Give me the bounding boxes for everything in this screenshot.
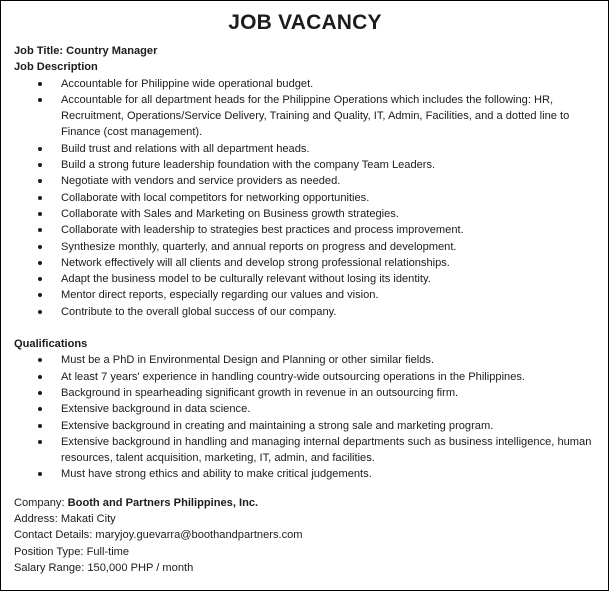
qualification-item: Extensive background in data science.	[14, 401, 596, 417]
job-title: Job Title: Country Manager	[14, 45, 158, 57]
company-line	[14, 495, 596, 511]
job-description-item: Contribute to the overall global success of our company.	[14, 304, 596, 320]
job-description-item: Accountable for Philippine wide operational budget.	[14, 76, 596, 92]
job-description-item: Accountable for all department heads for the Philippine Operations which includes the following: HR, Recruitment, Operations/Service Delivery, Training and Quality, IT, Admin, Facilities, and a dotted line to Finance (cost management).	[14, 92, 596, 141]
job-description-list	[14, 76, 596, 320]
job-description-heading: Job Description	[14, 61, 98, 74]
contact-line: Contact Details: maryjoy.guevarra@boothandpartners.com	[14, 529, 303, 542]
qualification-item: Background in spearheading significant growth in revenue in an outsourcing firm.	[14, 385, 596, 401]
qualification-item: Extensive background in handling and managing internal departments such as business intelligence, human resources, talent acquisition, marketing, IT, admin, and facilities.	[14, 434, 596, 467]
qualifications-list	[14, 352, 596, 482]
job-description-item: Collaborate with local competitors for networking opportunities.	[14, 190, 596, 206]
job-description-item: Collaborate with leadership to strategies best practices and process improvement.	[14, 222, 596, 238]
job-description-item: Synthesize monthly, quarterly, and annual reports on progress and development.	[14, 239, 596, 255]
job-description-item: Build trust and relations with all department heads.	[14, 141, 596, 157]
position-type-line: Position Type: Full-time	[14, 545, 130, 558]
job-description-item: Mentor direct reports, especially regarding our values and vision.	[14, 287, 596, 303]
company-name: Booth and Partners Philippines, Inc.	[67, 496, 259, 509]
page-title: JOB VACANCY	[228, 11, 382, 34]
job-description-item: Collaborate with Sales and Marketing on Business growth strategies.	[14, 206, 596, 222]
qualification-item: Must have strong ethics and ability to make critical judgements.	[14, 466, 596, 482]
job-description-item: Negotiate with vendors and service providers as needed.	[14, 173, 596, 189]
qualification-item: Extensive background in creating and maintaining a strong sale and marketing program.	[14, 418, 596, 434]
address-line: Address: Makati City	[14, 513, 116, 526]
qualifications-heading: Qualifications	[14, 338, 88, 351]
salary-line: Salary Range: 150,000 PHP / month	[14, 561, 194, 574]
job-description-item: Adapt the business model to be culturally relevant without losing its identity.	[14, 271, 596, 287]
job-description-item: Build a strong future leadership foundation with the company Team Leaders.	[14, 157, 596, 173]
qualification-item: At least 7 years' experience in handling country-wide outsourcing operations in the Philippines.	[14, 369, 596, 385]
company-label: Company:	[14, 496, 68, 509]
qualification-item: Must be a PhD in Environmental Design and Planning or other similar fields.	[14, 352, 596, 368]
job-description-item: Network effectively will all clients and develop strong professional relationships.	[14, 255, 596, 271]
